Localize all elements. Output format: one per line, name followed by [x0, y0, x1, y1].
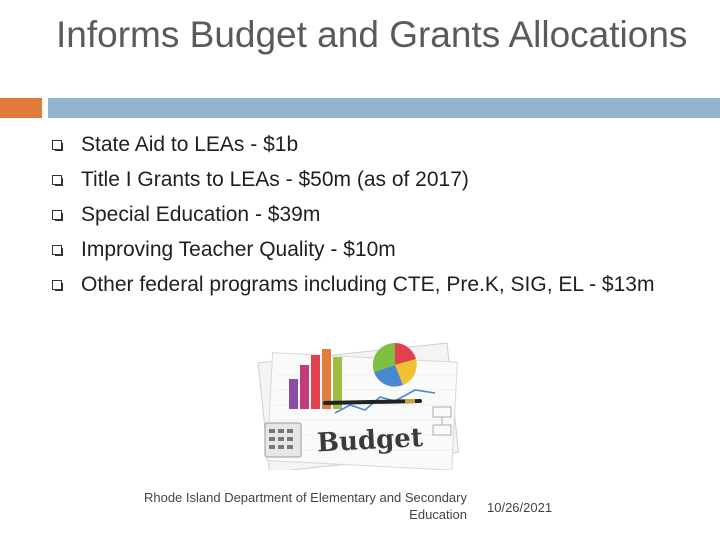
bullet-item — [50, 270, 690, 299]
budget-word: Budget — [316, 422, 424, 459]
bullet-text: Improving Teacher Quality - $10m — [81, 238, 396, 261]
bullet-text: Special Education - $39m — [81, 203, 321, 226]
title-rule-accent — [0, 98, 42, 118]
slide-title: Informs Budget and Grants Allocations — [56, 14, 688, 55]
bullet-item — [50, 200, 690, 229]
bullet-item — [50, 235, 690, 264]
slide-date: 10/26/2021 — [487, 500, 553, 515]
title-rule-bar — [48, 98, 720, 118]
bullet-square-icon — [52, 245, 62, 255]
bullet-list — [50, 130, 690, 305]
bullet-square-icon — [52, 140, 62, 150]
bullet-square-icon — [52, 210, 62, 220]
footer-organization: Rhode Island Department of Elementary and Secondary Education — [143, 490, 467, 522]
bullet-text: Title I Grants to LEAs - $50m (as of 2017) — [81, 168, 469, 191]
bullet-item — [50, 165, 690, 194]
bullet-square-icon — [52, 280, 62, 290]
budget-illustration — [255, 335, 470, 470]
bullet-square-icon — [52, 175, 62, 185]
bullet-item — [50, 130, 690, 159]
bullet-text: Other federal programs including CTE, Pre.K, SIG, EL - $13m — [81, 273, 655, 296]
bullet-text: State Aid to LEAs - $1b — [81, 133, 299, 156]
